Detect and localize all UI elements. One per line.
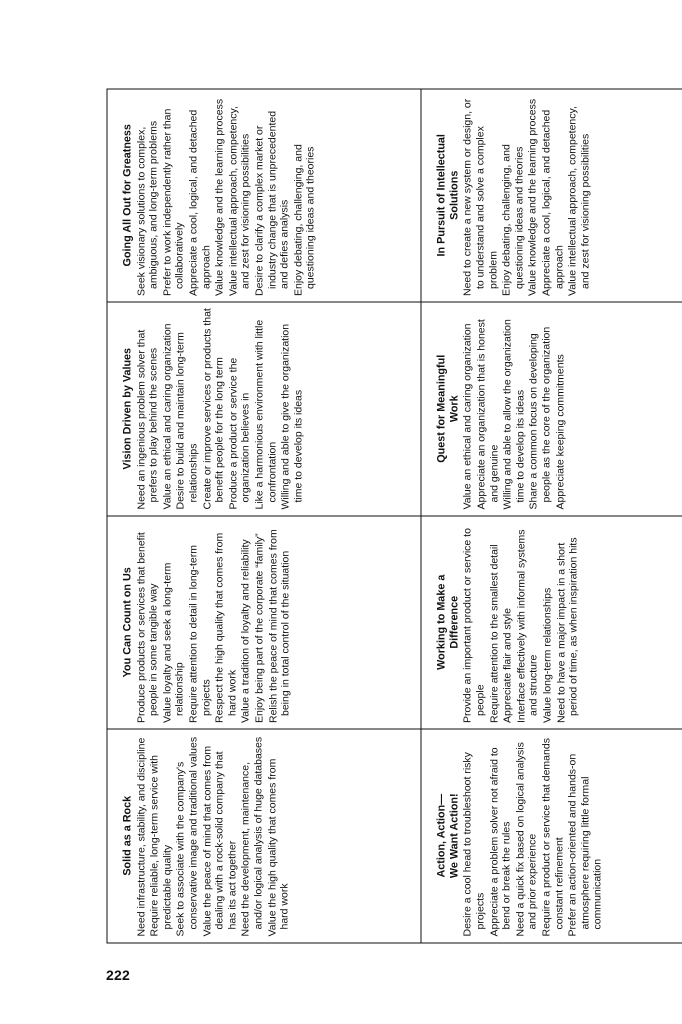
cell-item: Create or improve services or products that benefit people for the long term — [200, 307, 226, 509]
cell-item: Appreciate a problem solver not afraid to bend or break the rules — [487, 746, 513, 936]
cell-item: Produce a product or service the organization believes in — [226, 357, 252, 509]
cell-item: Share a common focus on developing people as the core of the organization — [527, 326, 553, 509]
cell-item: Need a quick fix based on logical analysis and prior experience — [513, 741, 539, 936]
cell-item: Desire to clarify a complex market or industry change that is unprecedented and defies analysis — [252, 110, 291, 296]
cell-item-list — [461, 735, 604, 937]
cell-item: Value intellectual approach, competency, and zest for visioning possibilities — [566, 105, 591, 296]
cell-item: Value an ethical and caring organization — [160, 322, 173, 509]
cell-item: Require a product or service that demands constant refinement — [540, 737, 565, 936]
table-cell — [107, 729, 421, 943]
cell-item: Appreciate a cool, logical, and detached approach — [540, 109, 565, 296]
cell-item: Seek visionary solutions to complex, ambiguous, and long-term problems — [134, 120, 160, 296]
table-cell — [107, 516, 421, 730]
table-row — [421, 89, 682, 943]
cell-item: Willing and able to allow the organization time to develop its ideas — [501, 318, 526, 509]
cell-item-list — [135, 735, 291, 937]
cell-item: Value an ethical and caring organization — [461, 322, 474, 509]
cell-item-list — [461, 521, 579, 723]
cell-item: Willing and able to give the organization time to develop its ideas — [279, 323, 304, 509]
cell-item: Produce products or services that benefit people in some tangible way — [134, 531, 160, 723]
cell-item: Value loyalty and seek a long-term relationship — [160, 562, 186, 723]
table-cell — [421, 729, 682, 943]
cell-title: Quest for Meaningful Work — [435, 354, 460, 463]
cell-title: Action, Action— We Want Action! — [435, 792, 460, 878]
cell-item: Enjoy being part of the corporate “family” — [252, 532, 265, 723]
cell-item: Value knowledge and the learning process — [213, 98, 226, 296]
cell-item: Interface effectively with informal systems and structure — [514, 528, 540, 723]
cell-title: Vision Driven by Values — [121, 347, 133, 470]
client-values-table — [106, 88, 682, 943]
table-cell — [421, 516, 682, 730]
cell-item-list — [135, 308, 305, 510]
cell-item: Desire to build and maintain long-term relationships — [174, 331, 199, 509]
cell-item: Value long-term relationships — [541, 587, 554, 723]
cell-title: Going All Out for Greatness — [121, 123, 133, 266]
cell-item: Enjoy debating, challenging, and questioning ideas and theories — [291, 143, 317, 296]
cell-item: Require reliable, long-term service with predictable quality — [148, 754, 173, 936]
cell-item-list — [135, 94, 317, 296]
rotated-table-container — [106, 88, 682, 943]
cell-title: You Can Count on Us — [121, 566, 133, 677]
cell-item: Prefer to work independently rather than collaboratively — [160, 108, 186, 296]
cell-item: Enjoy debating, challenging, and questioning ideas and theories — [500, 143, 525, 296]
cell-item: Need infrastructure, stability, and discipline — [134, 737, 147, 936]
table-cell — [421, 89, 682, 303]
table-cell — [421, 302, 682, 516]
cell-item: Value a tradition of loyalty and reliability — [239, 538, 252, 723]
cell-item: Respect the high quality that comes from hard work — [213, 532, 238, 723]
cell-title: In Pursuit of Intellectual Solutions — [435, 133, 460, 256]
cell-item: Like a harmonious environment with little confrontation — [252, 319, 278, 509]
cell-item: Need the development, maintenance, and/or logical analysis of huge databases — [239, 736, 264, 936]
cell-item: Provide an important product or service to people — [461, 527, 487, 723]
cell-title: Solid as a Rock — [121, 795, 133, 876]
cell-item: Appreciate an organization that is honest and genuine — [475, 318, 500, 509]
cell-item-list — [461, 308, 566, 510]
cell-item: Need to have a major impact in a short period of time, as when inspiration hits — [554, 536, 580, 723]
cell-item-list — [135, 521, 292, 723]
cell-item: Need to create a new system or design, or to understand and solve a complex problem — [461, 98, 499, 296]
cell-item: Value the high quality that comes from hard work — [265, 758, 291, 936]
cell-item: Need an ingenious problem solver that prefers to play behind the scenes — [134, 329, 160, 509]
cell-item: Seek to associate with the company's conservative image and traditional values — [174, 736, 199, 936]
table-cell — [107, 302, 421, 516]
cell-item: Prefer an action-oriented and hands-on atmosphere requiring little formal communication — [566, 753, 604, 936]
cell-item: Value knowledge and the learning process — [526, 98, 539, 296]
cell-item-list — [461, 94, 591, 296]
cell-item: Value the peace of mind that comes from dealing with a rock-solid company that has its act together — [200, 745, 238, 936]
cell-item: Appreciate flair and style — [501, 607, 514, 723]
table-cell — [107, 89, 421, 303]
cell-item: Value intellectual approach, competency, and zest for visioning possibilities — [226, 105, 252, 296]
cell-item: Require attention to detail in long-term projects — [186, 544, 212, 723]
table-row — [107, 89, 421, 943]
cell-title: Working to Make a Difference — [435, 574, 460, 670]
cell-item: Appreciate a cool, logical, and detached approach — [186, 109, 212, 296]
cell-item: Relish the peace of mind that comes from being in total control of the situation — [266, 528, 292, 723]
cell-item: Appreciate keeping commitments — [553, 353, 566, 509]
page-number: 222 — [106, 967, 130, 983]
cell-item: Desire a cool head to troubleshoot risky projects — [461, 751, 487, 936]
cell-item: Require attention to the smallest detail — [487, 543, 500, 723]
